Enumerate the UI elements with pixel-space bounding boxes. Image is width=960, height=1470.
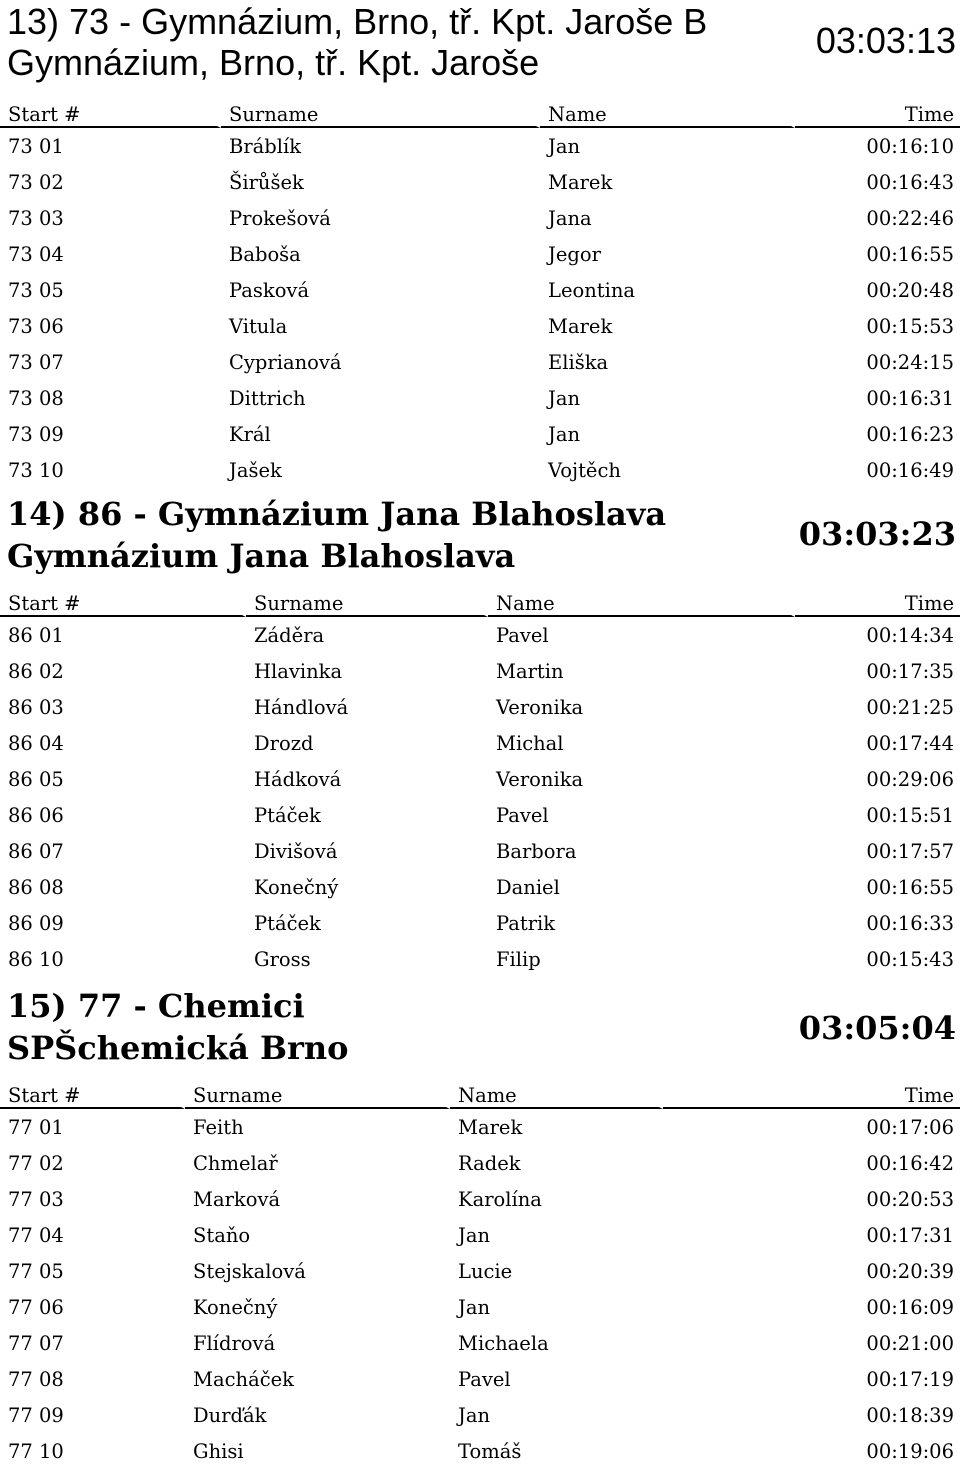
team-title: 14) 86 - Gymnázium Jana Blahoslava [7,495,667,533]
cell-surname: Vitula [229,315,288,339]
cell-start-number: 73 04 [8,242,64,266]
table-row [0,725,960,761]
cell-surname: Drozd [254,731,314,755]
cell-time: 00:15:51 [866,804,954,828]
cell-name: Barbora [496,840,577,864]
cell-surname: Feith [193,1115,244,1139]
cell-time: 00:16:42 [866,1151,954,1175]
team-total-time: 03:03:13 [815,20,956,61]
cell-name: Patrik [496,912,556,936]
cell-name: Jan [548,387,581,411]
col-surname: Surname [221,92,540,128]
cell-time: 00:16:49 [866,459,954,483]
cell-time: 00:21:25 [866,695,954,719]
cell-surname: Konečný [254,876,339,900]
team-school: Gymnázium Jana Blahoslava [7,537,516,575]
cell-surname: Ptáček [254,912,321,936]
cell-start-number: 73 07 [8,351,64,375]
cell-time: 00:16:33 [866,912,954,936]
col-name: Name [488,581,795,617]
table-row [0,834,960,870]
cell-start-number: 77 10 [8,1440,64,1464]
table-row [0,272,960,308]
cell-name: Filip [496,948,541,972]
col-surname: Surname [246,581,488,617]
table-row [0,1289,960,1325]
table-row [0,797,960,833]
cell-start-number: 86 07 [8,840,64,864]
cell-surname: Jašek [229,459,282,483]
cell-surname: Hándlová [254,695,349,719]
cell-start-number: 73 08 [8,387,64,411]
cell-time: 00:20:53 [866,1187,954,1211]
col-name: Name [540,92,795,128]
col-start: Start # [0,1073,185,1109]
cell-time: 00:16:55 [866,876,954,900]
table-row [0,942,960,978]
cell-time: 00:17:19 [866,1368,954,1392]
cell-start-number: 86 06 [8,804,64,828]
table-row [0,1398,960,1434]
team-section-86 [0,495,960,978]
table-header-row [0,581,960,617]
cell-surname: Flídrová [193,1332,276,1356]
table-row [0,1181,960,1217]
cell-time: 00:17:57 [866,840,954,864]
cell-surname: Macháček [193,1368,294,1392]
cell-name: Marek [548,315,613,339]
cell-time: 00:17:31 [866,1223,954,1247]
cell-time: 00:16:43 [866,170,954,194]
cell-start-number: 77 09 [8,1404,64,1428]
cell-start-number: 86 05 [8,767,64,791]
cell-surname: Hlavinka [254,659,343,683]
results-table [0,581,960,978]
cell-start-number: 77 07 [8,1332,64,1356]
team-header [0,495,960,581]
cell-name: Marek [548,170,613,194]
cell-time: 00:16:09 [866,1296,954,1320]
team-header [0,987,960,1073]
cell-time: 00:14:34 [866,623,954,647]
col-time: Time [663,1073,960,1109]
table-row [0,1362,960,1398]
cell-time: 00:17:44 [866,731,954,755]
table-row [0,1109,960,1145]
cell-surname: Konečný [193,1296,278,1320]
cell-name: Jan [458,1223,491,1247]
table-row [0,689,960,725]
cell-start-number: 77 02 [8,1151,64,1175]
cell-time: 00:24:15 [866,351,954,375]
cell-name: Karolína [458,1187,542,1211]
cell-start-number: 73 03 [8,206,64,230]
cell-name: Daniel [496,876,560,900]
table-row [0,870,960,906]
col-start: Start # [0,92,221,128]
col-time: Time [795,92,960,128]
cell-surname: Divišová [254,840,338,864]
cell-time: 00:20:39 [866,1259,954,1283]
cell-surname: Durďák [193,1404,267,1428]
cell-start-number: 86 03 [8,695,64,719]
cell-surname: Gross [254,948,311,972]
cell-name: Tomáš [458,1440,522,1464]
cell-start-number: 77 03 [8,1187,64,1211]
cell-name: Pavel [496,623,549,647]
cell-time: 00:21:00 [866,1332,954,1356]
team-total-time: 03:03:23 [798,515,956,553]
cell-time: 00:17:06 [866,1115,954,1139]
cell-surname: Marková [193,1187,281,1211]
table-row [0,1253,960,1289]
cell-surname: Stejskalová [193,1259,306,1283]
table-row [0,345,960,381]
cell-surname: Baboša [229,242,301,266]
cell-name: Jan [458,1404,491,1428]
cell-name: Jana [548,206,592,230]
cell-time: 00:16:10 [866,134,954,158]
cell-surname: Záděra [254,623,325,647]
cell-name: Vojtěch [548,459,621,483]
cell-time: 00:16:23 [866,423,954,447]
cell-time: 00:16:55 [866,242,954,266]
cell-name: Pavel [458,1368,511,1392]
cell-name: Michaela [458,1332,549,1356]
cell-surname: Hádková [254,767,342,791]
table-header-row [0,92,960,128]
team-header [0,0,960,92]
cell-name: Lucie [458,1259,513,1283]
cell-start-number: 73 01 [8,134,64,158]
cell-time: 00:18:39 [866,1404,954,1428]
team-section-73 [0,0,960,489]
team-section-77 [0,987,960,1470]
cell-time: 00:15:43 [866,948,954,972]
cell-start-number: 86 09 [8,912,64,936]
table-row [0,453,960,489]
cell-name: Eliška [548,351,609,375]
cell-surname: Ghisi [193,1440,244,1464]
team-title: 13) 73 - Gymnázium, Brno, tř. Kpt. Jaroše B [7,1,708,42]
cell-surname: Ptáček [254,804,321,828]
cell-name: Jegor [548,242,601,266]
cell-time: 00:19:06 [866,1440,954,1464]
cell-surname: Chmelař [193,1151,278,1175]
cell-name: Pavel [496,804,549,828]
cell-start-number: 86 08 [8,876,64,900]
team-total-time: 03:05:04 [798,1009,956,1047]
cell-start-number: 77 05 [8,1259,64,1283]
cell-start-number: 77 06 [8,1296,64,1320]
col-start: Start # [0,581,246,617]
cell-surname: Bráblík [229,134,302,158]
table-row [0,761,960,797]
cell-start-number: 73 02 [8,170,64,194]
table-row [0,1217,960,1253]
cell-surname: Prokešová [229,206,331,230]
cell-time: 00:16:31 [866,387,954,411]
cell-start-number: 86 01 [8,623,64,647]
cell-surname: Král [229,423,271,447]
cell-start-number: 73 05 [8,278,64,302]
table-row [0,417,960,453]
cell-time: 00:17:35 [866,659,954,683]
table-row [0,200,960,236]
cell-name: Veronika [496,767,584,791]
cell-start-number: 77 04 [8,1223,64,1247]
cell-surname: Dittrich [229,387,306,411]
cell-start-number: 86 02 [8,659,64,683]
cell-surname: Staňo [193,1223,251,1247]
table-row [0,617,960,653]
col-surname: Surname [185,1073,450,1109]
table-row [0,308,960,344]
cell-name: Veronika [496,695,584,719]
cell-name: Jan [548,134,581,158]
results-table [0,92,960,489]
cell-name: Leontina [548,278,636,302]
cell-surname: Cyprianová [229,351,342,375]
team-title: 15) 77 - Chemici [7,987,305,1025]
cell-name: Radek [458,1151,521,1175]
results-table [0,1073,960,1470]
cell-time: 00:29:06 [866,767,954,791]
cell-start-number: 73 06 [8,315,64,339]
table-row [0,164,960,200]
team-school: Gymnázium, Brno, tř. Kpt. Jaroše [7,42,540,83]
table-row [0,653,960,689]
col-time: Time [795,581,960,617]
cell-surname: Širůšek [229,170,304,194]
table-row [0,236,960,272]
cell-start-number: 77 08 [8,1368,64,1392]
cell-name: Jan [458,1296,491,1320]
table-row [0,1326,960,1362]
cell-time: 00:20:48 [866,278,954,302]
cell-start-number: 86 10 [8,948,64,972]
cell-start-number: 73 10 [8,459,64,483]
table-row [0,128,960,164]
cell-name: Marek [458,1115,523,1139]
cell-name: Jan [548,423,581,447]
cell-start-number: 77 01 [8,1115,64,1139]
table-header-row [0,1073,960,1109]
cell-start-number: 73 09 [8,423,64,447]
cell-name: Michal [496,731,564,755]
cell-time: 00:15:53 [866,315,954,339]
table-row [0,381,960,417]
cell-start-number: 86 04 [8,731,64,755]
col-name: Name [450,1073,663,1109]
team-school: SPŠchemická Brno [7,1029,349,1067]
cell-name: Martin [496,659,564,683]
cell-time: 00:22:46 [866,206,954,230]
cell-surname: Pasková [229,278,310,302]
table-row [0,906,960,942]
table-row [0,1145,960,1181]
